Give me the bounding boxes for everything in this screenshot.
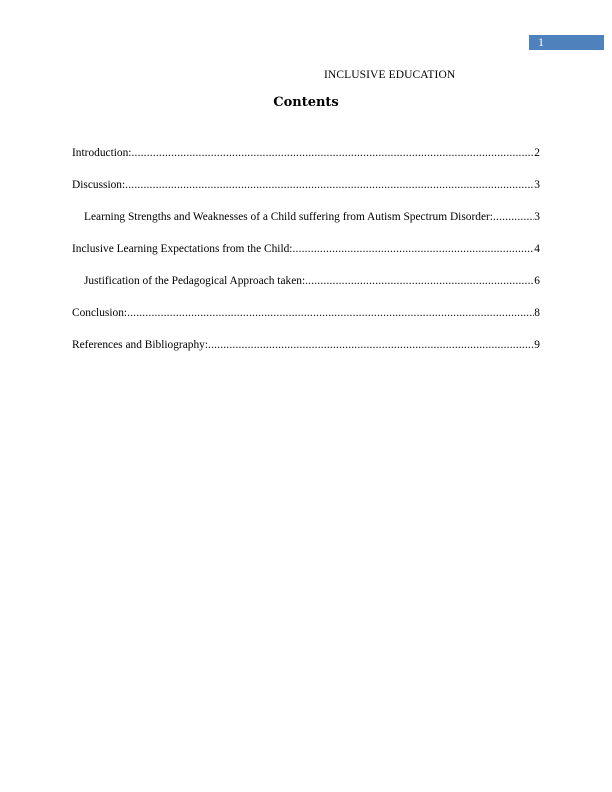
toc-entry-page: 4 [534,243,540,255]
toc-entry-label: Conclusion: [72,307,128,319]
toc-entry-label: Learning Strengths and Weaknesses of a Child suffering from Autism Spectrum Disorder: [84,211,493,223]
running-head: INCLUSIVE EDUCATION [324,69,456,81]
toc-entry-discussion[interactable] [72,179,540,195]
page-number: 1 [538,35,544,49]
toc-entry-page: 2 [534,147,540,159]
toc-dot-leader [131,147,534,159]
toc-entry-conclusion[interactable] [72,307,540,323]
toc-dot-leader [493,211,534,223]
toc-dot-leader [208,339,534,351]
toc-entry-page: 3 [534,179,540,191]
toc-title: Contents [273,95,339,110]
toc-entry-label: Inclusive Learning Expectations from the Child: [72,243,293,255]
toc-entry-references[interactable] [72,339,540,355]
toc-dot-leader [125,179,534,191]
toc-dot-leader [305,275,534,287]
toc-entry-page: 6 [534,275,540,287]
toc-entry-inclusive-learning[interactable] [72,243,540,259]
toc-dot-leader [127,307,534,319]
toc-entry-page: 8 [534,307,540,319]
toc-entry-justification[interactable] [84,275,540,291]
toc-entry-page: 3 [534,211,540,223]
toc-entry-label: Discussion: [72,179,126,191]
toc-entry-learning-strengths[interactable] [84,211,540,227]
toc-entry-page: 9 [534,339,540,351]
toc-dot-leader [292,243,534,255]
toc-entry-label: References and Bibliography: [72,339,209,351]
toc-entry-label: Justification of the Pedagogical Approach taken: [84,275,306,287]
toc-entry-label: Introduction: [72,147,132,159]
toc-entry-introduction[interactable] [72,147,540,163]
page-number-badge [529,35,604,50]
